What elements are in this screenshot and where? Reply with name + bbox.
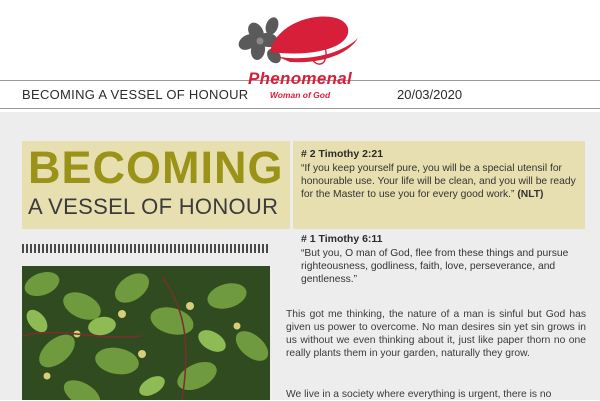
leaves-image [22,266,270,400]
body-paragraph: We live in a society where everything is urgent, there is no [286,389,552,400]
verse-text: “If you keep yourself pure, you will be a special utensil for honourable use. Your life will be clean, and you will be ready for the Master to use you for every good work.” [301,163,576,200]
verse-reference: # 2 Timothy 2:21 [301,148,384,160]
verse-block [301,148,583,201]
section-title: BECOMING A VESSEL OF HONOUR [22,87,249,102]
header-bottom-rule [0,108,600,109]
body-paragraph: This got me thinking, the nature of a man is sinful but God has given us power to overcome. No man desires sin yet sin grows in us without we even thinking about it, just like paper thorn no one really plants them in your garden, naturally they grow. [286,309,586,359]
article-title-main: BECOMING [28,142,284,193]
verse-reference: # 1 Timothy 6:11 [301,233,383,245]
verse-text: “But you, O man of God, flee from these things and pursue righteousness, godliness, faith, love, perseverance, and gentleness.” [301,248,569,285]
article-title-sub: A VESSEL OF HONOUR [28,194,279,219]
decorative-divider [22,244,270,253]
verse-block [301,233,583,286]
logo-tagline: Woman of God [269,90,331,100]
plant-photo [22,266,270,400]
brand-logo [230,12,370,107]
hat-flower-icon [230,12,370,70]
logo-name: Phenomenal [247,69,353,88]
verse-version: (NLT) [517,189,544,200]
issue-date: 20/03/2020 [397,87,463,102]
